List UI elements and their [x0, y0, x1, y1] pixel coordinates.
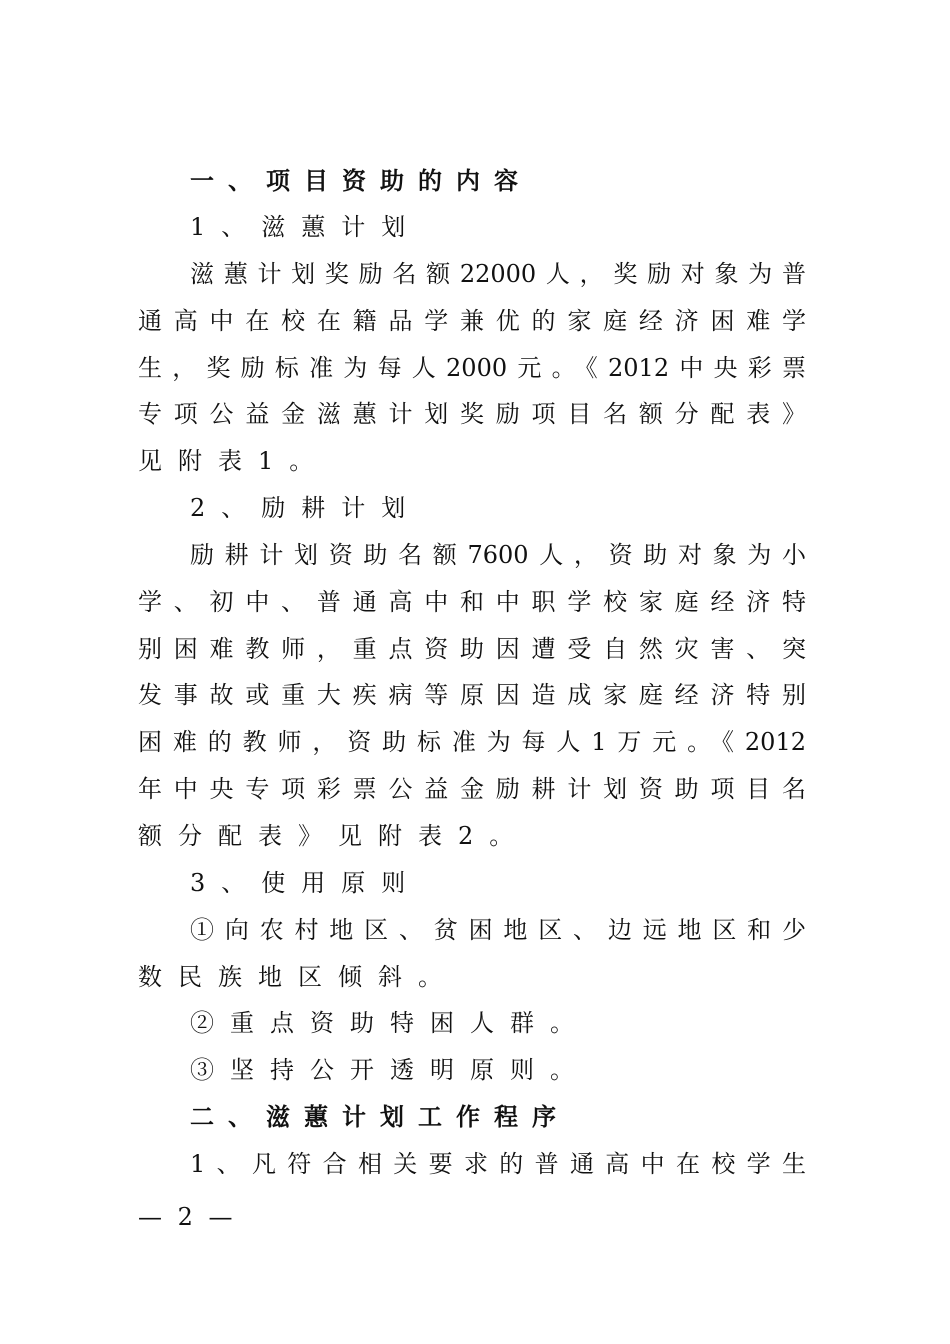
subheading-2: 2、励耕计划 [190, 494, 422, 522]
paragraph-line: 额分配表》见附表2。 [138, 822, 530, 850]
paragraph-line: 发事故或重大疾病等原因造成家庭经济特别 [138, 681, 806, 709]
paragraph-line: 滋蕙计划奖励名额22000人，奖励对象为普 [190, 260, 806, 288]
subheading-1: 1、滋蕙计划 [190, 213, 422, 241]
paragraph-line: 困难的教师，资助标准为每人1万元。《2012 [138, 728, 806, 756]
paragraph-line: 学、初中、普通高中和中职学校家庭经济特 [138, 588, 806, 616]
paragraph-line: 别困难教师，重点资助因遭受自然灾害、突 [138, 635, 806, 663]
section-heading-1: 一、项目资助的内容 [190, 167, 532, 195]
paragraph-line: 通高中在校在籍品学兼优的家庭经济困难学 [138, 307, 806, 335]
paragraph-line: 见附表1。 [138, 447, 330, 475]
paragraph-line: 1、凡符合相关要求的普通高中在校学生 [190, 1150, 806, 1178]
principle-item-3: ③坚持公开透明原则。 [190, 1056, 590, 1084]
principle-item-1: ①向农村地区、贫困地区、边远地区和少 [190, 916, 806, 944]
subheading-3: 3、使用原则 [190, 869, 422, 897]
page-number: — 2 — [138, 1203, 237, 1231]
principle-item-2: ②重点资助特困人群。 [190, 1009, 590, 1037]
paragraph-line: 专项公益金滋蕙计划奖励项目名额分配表》 [138, 400, 806, 428]
paragraph-line: 生，奖励标准为每人2000元。《2012中央彩票 [138, 354, 806, 382]
section-heading-2: 二、滋蕙计划工作程序 [190, 1103, 570, 1131]
paragraph-line: 励耕计划资助名额7600人，资助对象为小 [190, 541, 806, 569]
paragraph-line: 年中央专项彩票公益金励耕计划资助项目名 [138, 775, 806, 803]
paragraph-line: 数民族地区倾斜。 [138, 963, 458, 991]
